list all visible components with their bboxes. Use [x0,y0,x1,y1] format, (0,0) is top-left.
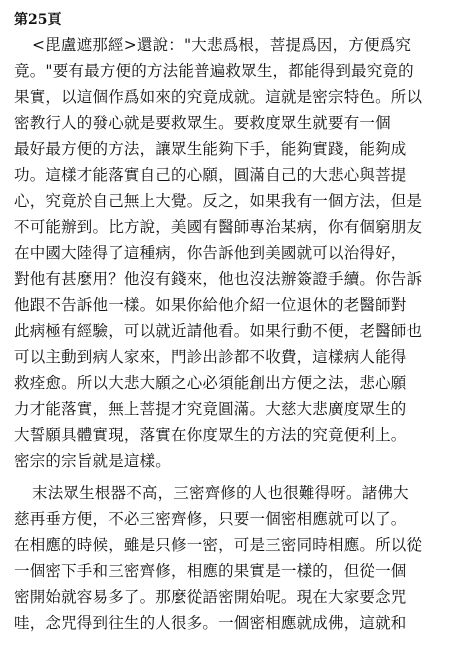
text-line: 可以主動到病人家來，門診出診都不收費，這樣病人能得 [14,348,407,366]
page-header: 第25頁 [14,12,62,28]
text-line: 救痊愈。所以大悲大願之心必須能創出方便之法，悲心願 [14,374,407,392]
text-line: 此病極有經驗，可以就近請他看。如果行動不便，老醫師也 [14,322,423,340]
text-line: 慈再垂方便，不必三密齊修，只要一個密相應就可以了。 [14,510,407,528]
text-line: 一個密下手和三密齊修，相應的果實是一樣的，但從一個 [14,562,407,580]
text-line: <毘盧遮那經>還說："大悲爲根，菩提爲因，方便爲究 [32,36,412,54]
text-line: 密教行人的發心就是要救眾生。要救度眾生就要有一個 [14,114,391,132]
text-line: 竟。"要有最方便的方法能普遍救眾生，都能得到最究竟的 [14,62,414,80]
text-line: 在相應的時候，雖是只修一密，可是三密同時相應。所以從 [14,536,423,554]
text-line: 果實，以這個作爲如來的究竟成就。這就是密宗特色。所以 [14,88,423,106]
text-line: 哇，念咒得到往生的人很多。一個密相應就成佛，這就和 [14,614,407,632]
text-line: 在中國大陸得了這種病，你告訴他到美國就可以治得好， [14,244,407,262]
text-line: 功。這樣才能落實自己的心願，圓滿自己的大悲心與菩提 [14,166,407,184]
text-line: 大誓願具體實現，落實在你度眾生的方法的究竟便利上。 [14,426,407,444]
text-line: 末法眾生根器不高，三密齊修的人也很難得呀。諸佛大 [32,484,409,502]
text-line: 不可能辦到。比方說，美國有醫師專治某病，你有個窮朋友 [14,218,423,236]
text-line: 最好最方便的方法，讓眾生能夠下手，能夠實踐，能夠成 [14,140,407,158]
text-line: 對他有甚麼用？他沒有錢來，他也沒法辦簽證手續。你告訴 [14,270,423,288]
text-line: 心，究竟於自己無上大覺。反之，如果我有一個方法，但是 [14,192,423,210]
text-line: 密宗的宗旨就是這樣。 [14,452,172,470]
text-line: 密開始就容易多了。那麼從語密開始呢。現在大家要念咒 [14,588,407,606]
text-line: 力才能落實，無上菩提才究竟圓滿。大慈大悲廣度眾生的 [14,400,407,418]
text-line: 他跟不告訴他一樣。如果你給他介紹一位退休的老醫師對 [14,296,407,314]
